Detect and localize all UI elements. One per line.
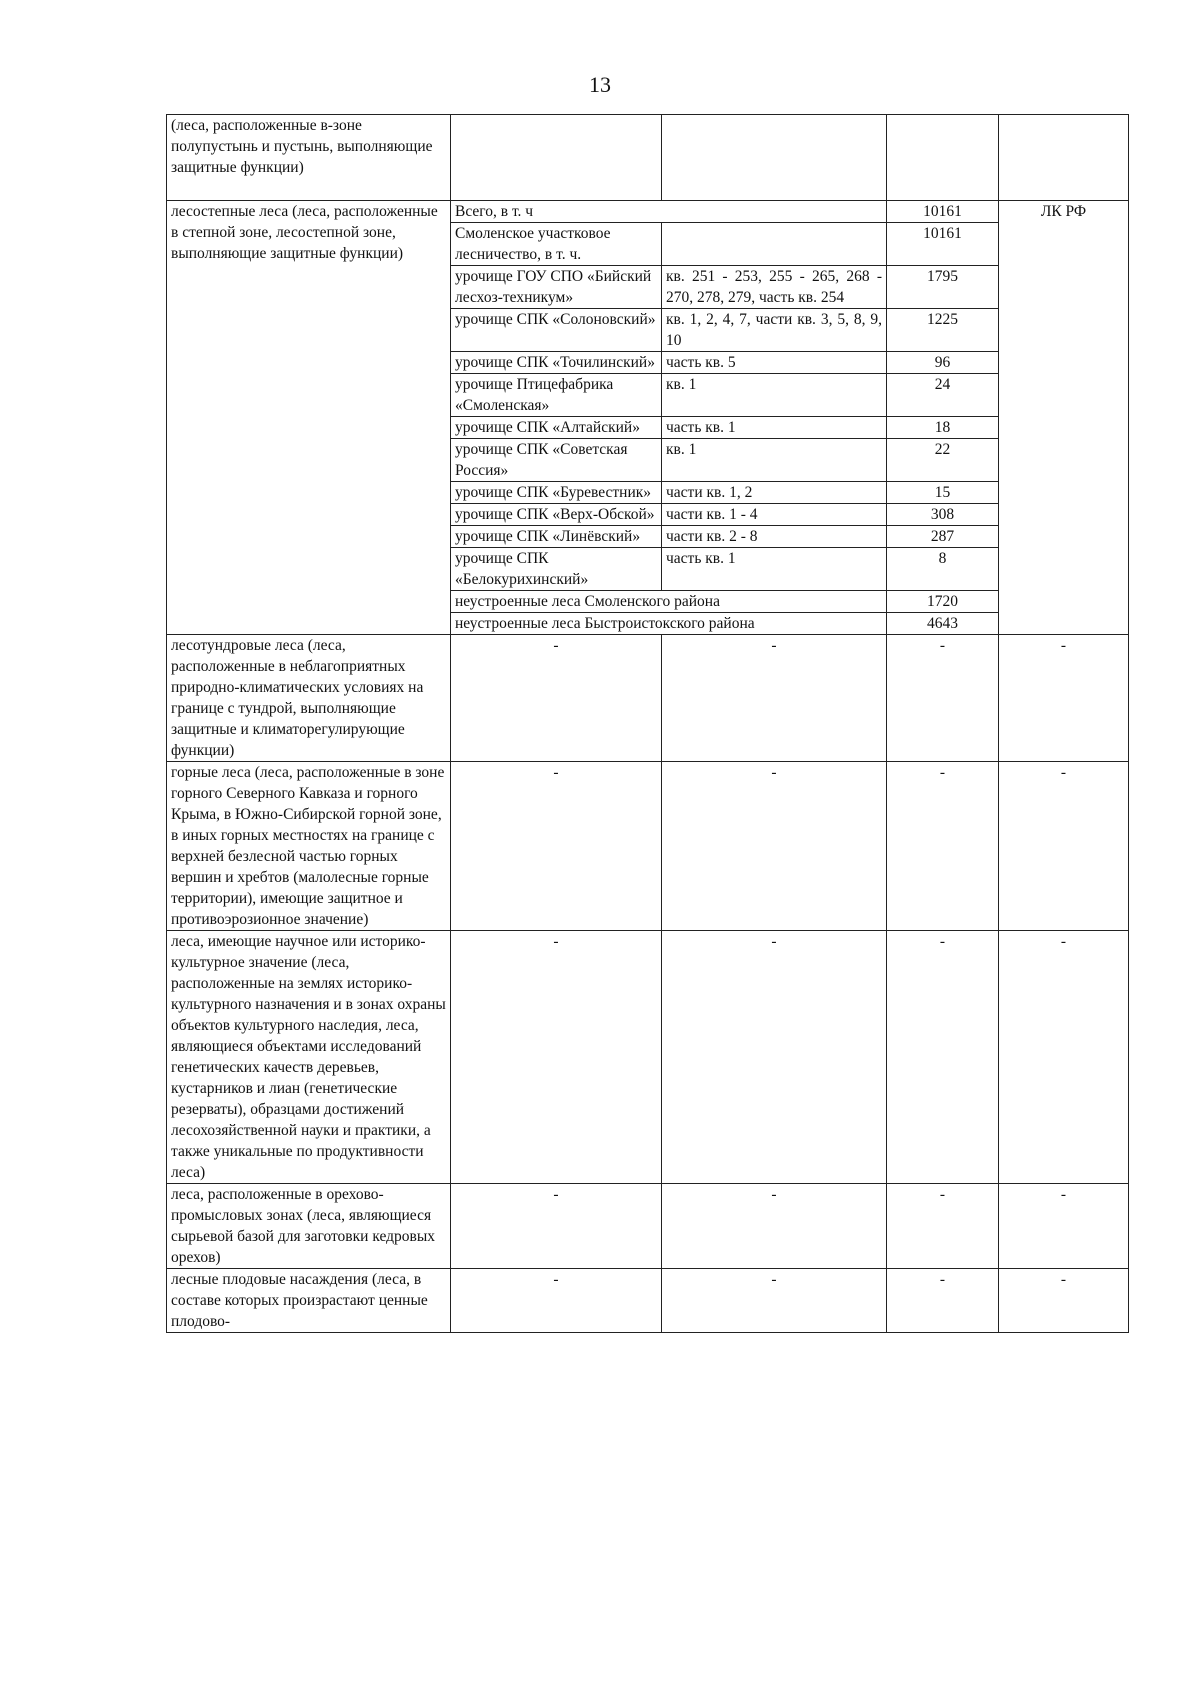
quarters: кв. 1 — [662, 439, 887, 482]
quarters: кв. 251 - 253, 255 - 265, 268 - 270, 278, 279, часть кв. 254 — [662, 266, 887, 309]
category-cell: горные леса (леса, расположенные в зоне горного Северного Кавказа и горного Крыма, в Южно-Сибирской горной зоне, в иных горных местностях на границе с верхней безлесной частью горных вершин и хребтов (малолесные горные территории), имеющие защитное и противоэрозионное значение) — [167, 762, 451, 931]
area: 18 — [887, 417, 999, 439]
subdivision-name: урочище СПК «Точилинский» — [451, 352, 662, 374]
dash-cell: - — [999, 1269, 1129, 1333]
dash-cell: - — [887, 1269, 999, 1333]
total-area: 10161 — [887, 201, 999, 223]
dash-cell: - — [662, 1184, 887, 1269]
total-label: Всего, в т. ч — [451, 201, 887, 223]
category-cell: лесотундровые леса (леса, расположенные в неблагоприятных природно-климатических условиях на границе с тундрой, выполняющие защитные и климаторегулирующие функции) — [167, 635, 451, 762]
subdivision-name: урочище ГОУ СПО «Бийский лесхоз-техникум» — [451, 266, 662, 309]
dash-cell: - — [999, 931, 1129, 1184]
subdivision-name: урочище Птицефабрика «Смоленская» — [451, 374, 662, 417]
forest-protection-table — [166, 114, 1129, 1333]
category-cell: лесные плодовые насаждения (леса, в составе которых произрастают ценные плодово- — [167, 1269, 451, 1333]
legal-basis: ЛК РФ — [999, 201, 1129, 635]
dash-cell: - — [451, 1269, 662, 1333]
dash-cell: - — [451, 1184, 662, 1269]
dash-cell: - — [887, 1184, 999, 1269]
area: 308 — [887, 504, 999, 526]
unorganized-label: неустроенные леса Смоленского района — [451, 591, 887, 613]
dash-cell: - — [887, 762, 999, 931]
dash-cell: - — [662, 931, 887, 1184]
subdivision-name: урочище СПК «Советская Россия» — [451, 439, 662, 482]
dash-cell: - — [451, 635, 662, 762]
area: 1795 — [887, 266, 999, 309]
area: 22 — [887, 439, 999, 482]
quarters: часть кв. 1 — [662, 417, 887, 439]
category-cell: леса, имеющие научное или историко-культурное значение (леса, расположенные на землях историко-культурного назначения и в зонах охраны объектов культурного наследия, леса, являющиеся объектами исследований генетических качеств деревьев, кустарников и лиан (генетические резерваты), образцами достижений лесохозяйственной науки и практики, а также уникальные по продуктивности леса) — [167, 931, 451, 1184]
table-row — [167, 1269, 1129, 1333]
subdivision-name: урочище СПК «Линёвский» — [451, 526, 662, 548]
dash-cell: - — [662, 1269, 887, 1333]
table-row — [167, 201, 1129, 223]
dash-cell: - — [887, 931, 999, 1184]
area: 4643 — [887, 613, 999, 635]
table-row — [167, 635, 1129, 762]
subdivision-name: Смоленское участковое лесничество, в т. ч. — [451, 223, 662, 266]
dash-cell: - — [451, 931, 662, 1184]
table-row — [167, 1184, 1129, 1269]
subdivision-name: урочище СПК «Солоновский» — [451, 309, 662, 352]
table-row — [167, 762, 1129, 931]
area: 15 — [887, 482, 999, 504]
dash-cell: - — [451, 762, 662, 931]
subdivision-name: урочище СПК «Верх-Обской» — [451, 504, 662, 526]
area: 287 — [887, 526, 999, 548]
dash-cell: - — [662, 635, 887, 762]
dash-cell: - — [999, 635, 1129, 762]
quarters: части кв. 1 - 4 — [662, 504, 887, 526]
category-cell: лесостепные леса (леса, расположенные в степной зоне, лесостепной зоне, выполняющие защитные функции) — [167, 201, 451, 635]
category-cell: леса, расположенные в орехово-промысловых зонах (леса, являющиеся сырьевой базой для заготовки кедровых орехов) — [167, 1184, 451, 1269]
dash-cell: - — [887, 635, 999, 762]
area: 10161 — [887, 223, 999, 266]
quarters: части кв. 2 - 8 — [662, 526, 887, 548]
dash-cell: - — [999, 1184, 1129, 1269]
quarters: часть кв. 1 — [662, 548, 887, 591]
quarters: части кв. 1, 2 — [662, 482, 887, 504]
page-number: 13 — [589, 72, 611, 97]
subdivision-name: урочище СПК «Буревестник» — [451, 482, 662, 504]
category-cell: (леса, расположенные в-зоне полупустынь и пустынь, выполняющие защитные функции) — [167, 115, 451, 201]
unorganized-label: неустроенные леса Быстроистокского района — [451, 613, 887, 635]
quarters: кв. 1, 2, 4, 7, части кв. 3, 5, 8, 9, 10 — [662, 309, 887, 352]
quarters: часть кв. 5 — [662, 352, 887, 374]
area: 96 — [887, 352, 999, 374]
dash-cell: - — [662, 762, 887, 931]
table-row — [167, 115, 1129, 201]
area: 24 — [887, 374, 999, 417]
table-row — [167, 931, 1129, 1184]
quarters — [662, 223, 887, 266]
area: 1225 — [887, 309, 999, 352]
dash-cell: - — [999, 762, 1129, 931]
subdivision-name: урочище СПК «Алтайский» — [451, 417, 662, 439]
quarters: кв. 1 — [662, 374, 887, 417]
subdivision-name: урочище СПК «Белокурихинский» — [451, 548, 662, 591]
area: 8 — [887, 548, 999, 591]
area: 1720 — [887, 591, 999, 613]
